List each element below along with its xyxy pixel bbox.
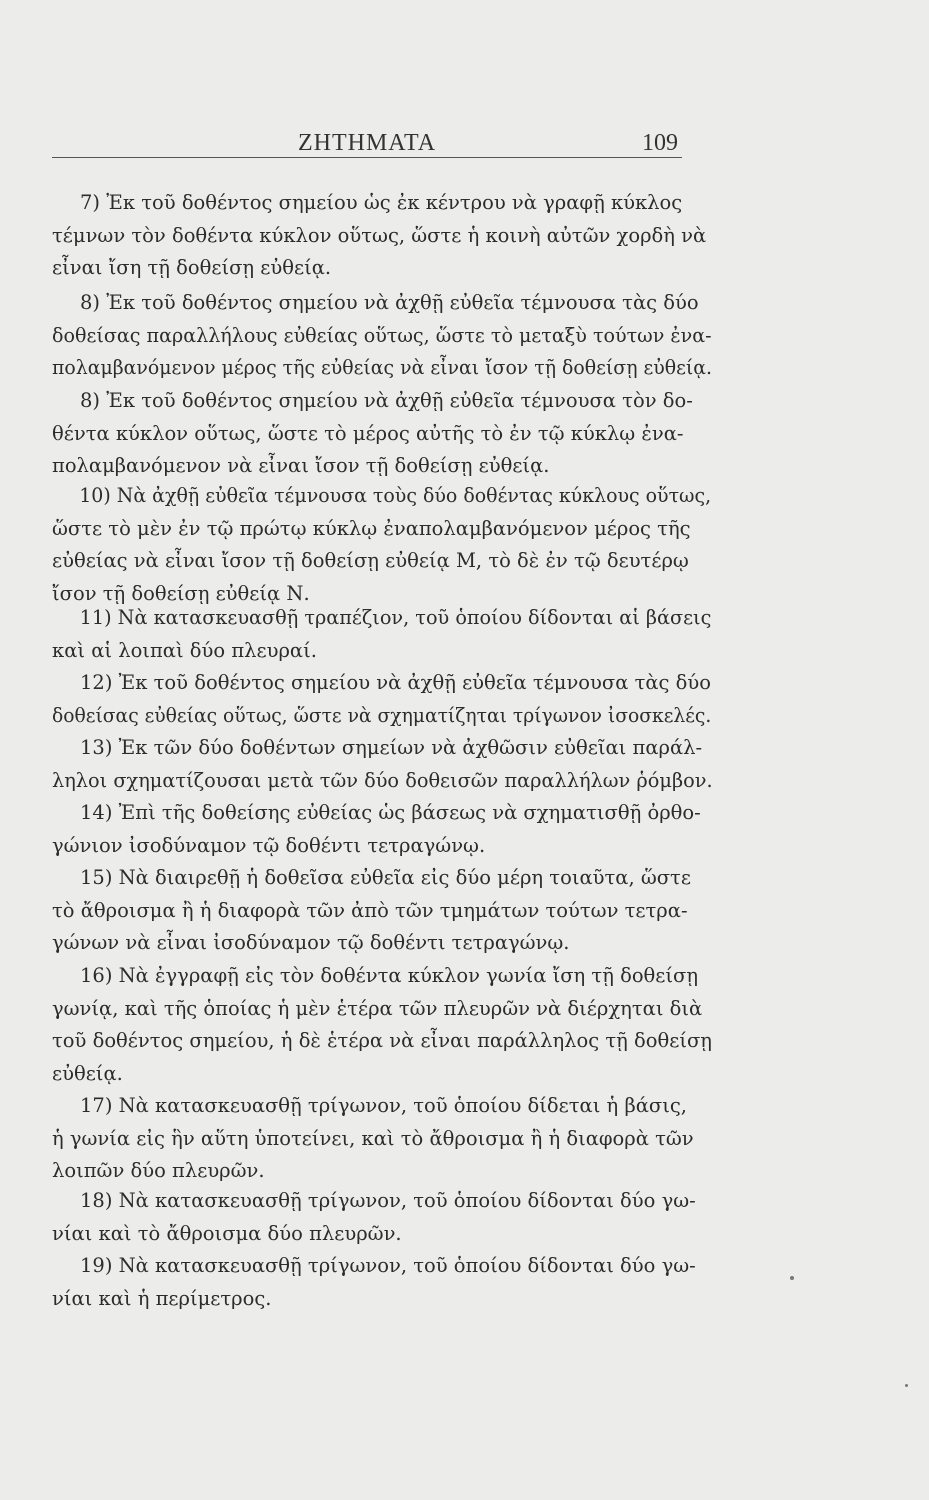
text-line: 10) Νὰ ἀχθῇ εὐθεῖα τέμνουσα τοὺς δύο δοθέντας κύκλους οὕτως, (79, 484, 712, 507)
text-line: 15) Νὰ διαιρεθῇ ἡ δοθεῖσα εὐθεῖα εἰς δύο μέρη τοιαῦτα, ὥστε (80, 866, 691, 889)
text-line: ληλοι σχηματίζουσαι μετὰ τῶν δύο δοθεισῶν παραλλήλων ῥόμβον. (52, 768, 713, 792)
text-line: γωνίᾳ, καὶ τῆς ὁποίας ἡ μὲν ἑτέρα τῶν πλευρῶν νὰ διέρχηται διὰ (52, 996, 703, 1020)
problem-paragraph (52, 187, 712, 285)
problem-paragraph (52, 602, 712, 667)
text-line: θέντα κύκλον οὕτως, ὥστε τὸ μέρος αὐτῆς τὸ ἐν τῷ κύκλῳ ἐνα- (52, 421, 684, 445)
problem-paragraph (52, 287, 712, 385)
problem-paragraph (52, 1090, 712, 1188)
text-line: γώνων νὰ εἶναι ἰσοδύναμον τῷ δοθέντι τετραγώνῳ. (52, 931, 570, 954)
text-line: δοθείσας εὐθείας οὕτως, ὥστε νὰ σχηματίζηται τρίγωνον ἰσοσκελές. (52, 703, 712, 727)
page-number: 109 (642, 130, 678, 156)
text-line: 12) Ἐκ τοῦ δοθέντος σημείου νὰ ἀχθῇ εὐθεῖα τέμνουσα τὰς δύο (80, 671, 711, 694)
text-line: εὐθείᾳ. (52, 1061, 123, 1085)
problem-paragraph (52, 732, 712, 797)
text-line: 19) Νὰ κατασκευασθῇ τρίγωνον, τοῦ ὁποίου δίδονται δύο γω- (80, 1254, 696, 1277)
text-line: 13) Ἐκ τῶν δύο δοθέντων σημείων νὰ ἀχθῶσιν εὐθεῖαι παράλ- (80, 736, 703, 759)
header-rule (52, 157, 682, 158)
text-line: γώνιον ἰσοδύναμον τῷ δοθέντι τετραγώνῳ. (52, 833, 486, 857)
text-line: νίαι καὶ τὸ ἄθροισμα δύο πλευρῶν. (52, 1221, 402, 1245)
text-line: εὐθείας νὰ εἶναι ἴσον τῇ δοθείσῃ εὐθείᾳ Μ, τὸ δὲ ἐν τῷ δευτέρῳ (52, 549, 689, 572)
problem-paragraph (52, 385, 712, 483)
problem-paragraph (52, 480, 712, 610)
text-line: 8) Ἐκ τοῦ δοθέντος σημείου νὰ ἀχθῇ εὐθεῖα τέμνουσα τὸν δο- (80, 389, 693, 412)
text-line: τέμνων τὸν δοθέντα κύκλον οὕτως, ὥστε ἡ κοινὴ αὐτῶν χορδὴ νὰ (52, 223, 707, 247)
problem-paragraph (52, 960, 712, 1090)
text-line: καὶ αἱ λοιπαὶ δύο πλευραί. (52, 638, 317, 662)
text-line: 8) Ἐκ τοῦ δοθέντος σημείου νὰ ἀχθῇ εὐθεῖα τέμνουσα τὰς δύο (80, 291, 699, 314)
text-line: 7) Ἐκ τοῦ δοθέντος σημείου ὡς ἐκ κέντρου νὰ γραφῇ κύκλος (80, 191, 683, 214)
problem-paragraph (52, 1250, 712, 1315)
text-line: 16) Νὰ ἐγγραφῇ εἰς τὸν δοθέντα κύκλον γωνία ἴση τῇ δοθείσῃ (80, 964, 699, 987)
text-line: ἡ γωνία εἰς ἣν αὕτη ὑποτείνει, καὶ τὸ ἄθροισμα ἢ ἡ διαφορὰ τῶν (52, 1126, 694, 1150)
text-line: ἴσον τῇ δοθείσῃ εὐθείᾳ Ν. (52, 581, 310, 605)
problem-paragraph (52, 667, 712, 732)
text-line: τὸ ἄθροισμα ἢ ἡ διαφορὰ τῶν ἀπὸ τῶν τμημάτων τούτων τετρα- (52, 898, 688, 922)
text-line: ὥστε τὸ μὲν ἐν τῷ πρώτῳ κύκλῳ ἐναπολαμβανόμενον μέρος τῆς (52, 516, 691, 540)
text-line: λοιπῶν δύο πλευρῶν. (52, 1159, 265, 1182)
text-line: 14) Ἐπὶ τῆς δοθείσης εὐθείας ὡς βάσεως νὰ σχηματισθῇ ὀρθο- (80, 801, 701, 824)
print-speck (905, 1384, 908, 1387)
text-line: 17) Νὰ κατασκευασθῇ τρίγωνον, τοῦ ὁποίου δίδεται ἡ βάσις, (80, 1094, 687, 1117)
text-line: δοθείσας παραλλήλους εὐθείας οὕτως, ὥστε τὸ μεταξὺ τούτων ἐνα- (52, 323, 712, 347)
problem-paragraph (52, 862, 712, 960)
running-head-title: ΖΗΤΗΜΑΤΑ (297, 130, 437, 156)
text-line: εἶναι ἴση τῇ δοθείσῃ εὐθείᾳ. (52, 256, 332, 279)
text-line: τοῦ δοθέντος σημείου, ἡ δὲ ἑτέρα νὰ εἶναι παράλληλος τῇ δοθείσῃ (52, 1029, 712, 1052)
problem-paragraph (52, 1185, 712, 1250)
text-line: νίαι καὶ ἡ περίμετρος. (52, 1286, 272, 1310)
text-line: 18) Νὰ κατασκευασθῇ τρίγωνον, τοῦ ὁποίου δίδονται δύο γω- (80, 1189, 696, 1212)
text-line: πολαμβανόμενον μέρος τῆς εὐθείας νὰ εἶναι ἴσον τῇ δοθείσῃ εὐθείᾳ. (52, 356, 713, 379)
text-line: 11) Νὰ κατασκευασθῇ τραπέζιον, τοῦ ὁποίου δίδονται αἱ βάσεις (79, 606, 712, 629)
print-speck (790, 1276, 794, 1280)
problem-paragraph (52, 797, 712, 862)
running-header (52, 126, 682, 160)
text-line: πολαμβανόμενον νὰ εἶναι ἴσον τῇ δοθείσῃ εὐθείᾳ. (52, 454, 550, 477)
